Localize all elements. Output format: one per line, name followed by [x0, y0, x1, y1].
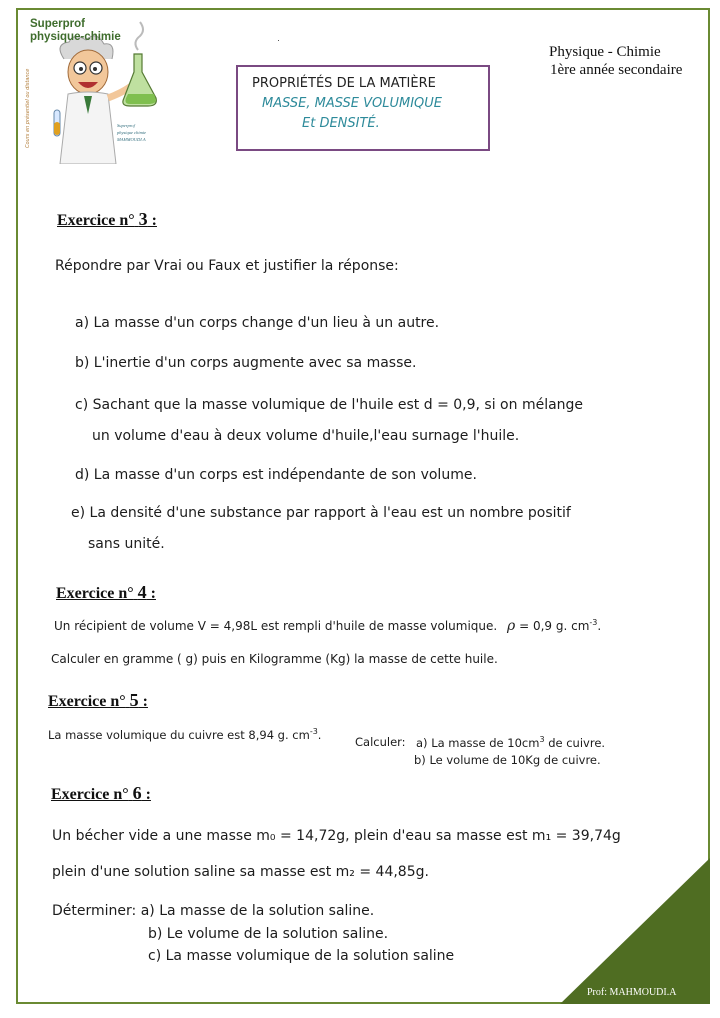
exercise-6-heading	[51, 783, 151, 804]
exercise-4-line1	[54, 618, 601, 634]
dot-mark	[278, 40, 279, 41]
logo-brand-line1: Superprof	[30, 18, 85, 30]
corner-triangle	[560, 858, 710, 1004]
exercise-4-line1-value: = 0,9 g. cm	[515, 619, 590, 633]
logo-brand-line2: physique-chimie	[30, 31, 121, 43]
exercise-3-item-c-line2: un volume d'eau à deux volume d'huile,l'eau surnage l'huile.	[92, 428, 520, 444]
exercise-5-label: Exercice n°	[48, 693, 126, 710]
exercise-6-line2: plein d'une solution saline sa masse est m₂ = 44,85g.	[52, 864, 429, 880]
exercise-3-item-b: b) L'inertie d'un corps augmente avec sa masse.	[75, 355, 417, 371]
exercise-5-item-a	[416, 735, 605, 750]
exercise-5-line1-exponent: -3	[309, 727, 318, 736]
exercise-5-heading	[48, 690, 148, 711]
header-level: 1ère année secondaire	[550, 62, 683, 78]
title-line3: Et DENSITÉ.	[302, 116, 380, 131]
title-line2: MASSE, MASSE VOLUMIQUE	[262, 96, 443, 111]
exercise-3-item-e-line2: sans unité.	[88, 536, 165, 552]
exercise-4-colon: :	[146, 585, 156, 602]
exercise-5-item-a-text: a) La masse de 10cm	[416, 735, 540, 750]
header-subject-level	[549, 43, 682, 79]
exercise-6-label: Exercice n°	[51, 786, 129, 803]
exercise-5-colon: :	[138, 693, 148, 710]
exercise-5-line1	[48, 727, 321, 742]
exercise-3-item-c-line1: c) Sachant que la masse volumique de l'huile est d = 0,9, si on mélange	[75, 397, 584, 413]
exercise-3-item-d: d) La masse d'un corps est indépendante de son volume.	[75, 467, 477, 483]
exercise-6-item-c: c) La masse volumique de la solution saline	[148, 948, 455, 964]
exercise-5-item-a-exponent: 3	[539, 735, 545, 744]
logo-vertical-text: Cours en présentiel ou distance	[25, 68, 31, 148]
exercise-4-heading	[56, 582, 156, 603]
exercise-3-heading	[57, 209, 157, 230]
exercise-4-line2: Calculer en gramme ( g) puis en Kilogramme (Kg) la masse de cette huile.	[51, 652, 498, 666]
exercise-4-number: 4	[137, 582, 147, 602]
logo-small-text	[117, 122, 146, 143]
exercise-4-label: Exercice n°	[56, 585, 134, 602]
logo-small-line1: Superprof	[117, 123, 135, 128]
footer-author: Prof: MAHMOUDI.A	[587, 987, 677, 998]
rho-symbol: ρ	[507, 618, 516, 634]
exercise-3-number: 3	[138, 209, 148, 229]
exercise-4-line1-text: Un récipient de volume V = 4,98L est rempli d'huile de masse volumique.	[54, 619, 498, 633]
exercise-6-line1: Un bécher vide a une masse m₀ = 14,72g, plein d'eau sa masse est m₁ = 39,74g	[52, 828, 621, 844]
exercise-5-item-b: b) Le volume de 10Kg de cuivre.	[414, 753, 601, 767]
exercise-5-item-a-end: de cuivre.	[544, 735, 606, 750]
logo-brand-text	[30, 18, 121, 44]
header-subject: Physique - Chimie	[549, 44, 661, 60]
exercise-6-item-b: b) Le volume de la solution saline.	[148, 926, 389, 942]
logo-small-line2: physique chimie	[117, 130, 147, 135]
exercise-3-label: Exercice n°	[57, 212, 135, 229]
exercise-5-calc-label: Calculer:	[355, 735, 406, 749]
exercise-6-determine-a: Déterminer: a) La masse de la solution saline.	[52, 903, 375, 919]
logo-small-line3: MAHMOUDI.A	[117, 137, 146, 142]
exercise-4-line1-end: .	[597, 619, 602, 633]
exercise-4-line1-exponent: -3	[589, 618, 598, 627]
exercise-6-number: 6	[132, 783, 142, 803]
exercise-5-line1-end: .	[317, 727, 322, 742]
exercise-3-intro: Répondre par Vrai ou Faux et justifier la réponse:	[55, 258, 399, 274]
exercise-5-number: 5	[129, 690, 139, 710]
exercise-6-colon: :	[141, 786, 151, 803]
exercise-3-item-e-line1: e) La densité d'une substance par rapport à l'eau est un nombre positif	[71, 505, 571, 521]
exercise-3-item-a: a) La masse d'un corps change d'un lieu à un autre.	[75, 315, 440, 331]
title-line1: PROPRIÉTÉS DE LA MATIÈRE	[252, 76, 436, 91]
exercise-5-line1-text: La masse volumique du cuivre est 8,94 g. cm	[48, 727, 310, 742]
title-box	[236, 65, 490, 151]
exercise-3-colon: :	[147, 212, 157, 229]
